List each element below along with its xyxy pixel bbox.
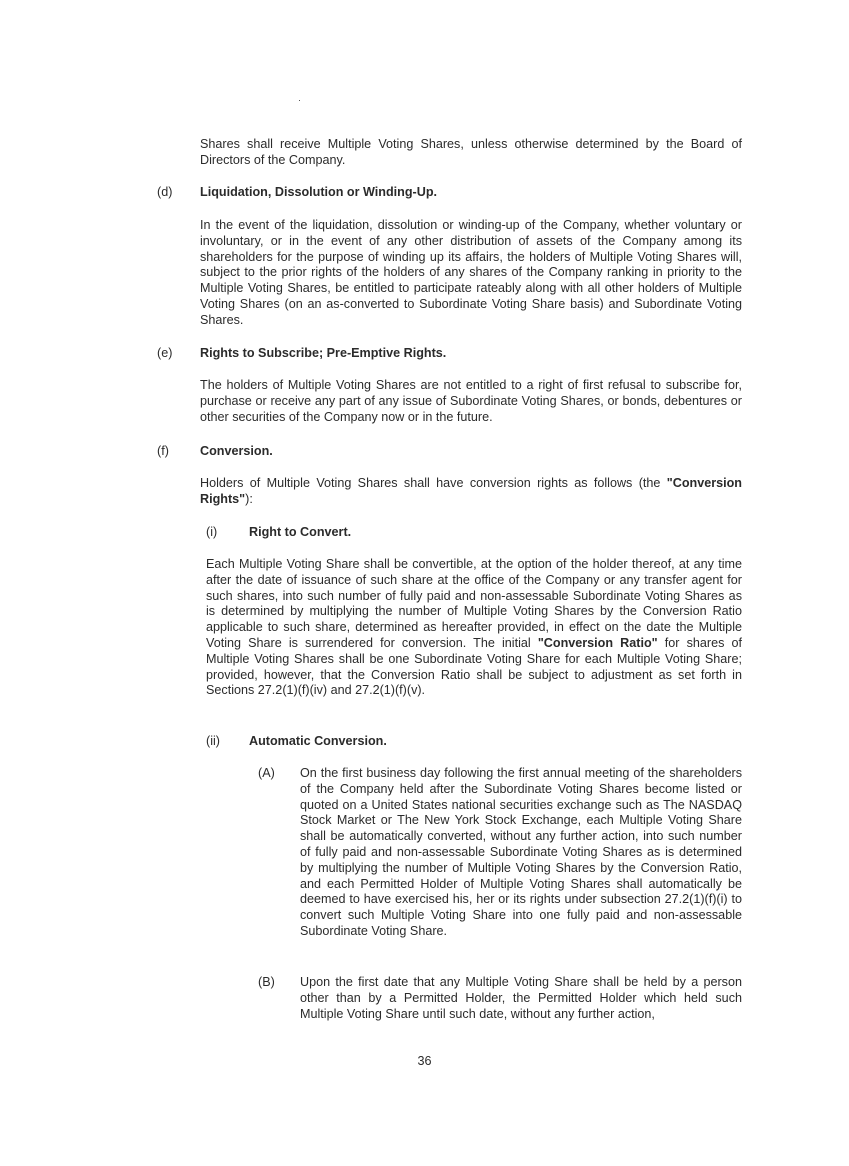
- section-f-body-end: ):: [245, 491, 253, 506]
- subsection-i-number: (i): [206, 525, 218, 539]
- section-d-marker: (d): [157, 185, 173, 199]
- section-f-body-text: Holders of Multiple Voting Shares shall have conversion rights as follows (the: [200, 476, 667, 490]
- section-e-heading: Rights to Subscribe; Pre-Emptive Rights.: [200, 346, 447, 360]
- section-f-body: [200, 476, 742, 508]
- section-e-body: The holders of Multiple Voting Shares are not entitled to a right of first refusal to subscribe for, purchase or receive any part of any issue of Subordinate Voting Shares, or bonds, debentures or other securities of the Company now or in the future.: [200, 378, 742, 424]
- subsection-i-title: Right to Convert.: [249, 525, 352, 539]
- subsection-i-heading: [206, 525, 351, 541]
- subsection-i-body-text: Each Multiple Voting Share shall be convertible, at the option of the holder thereof, at any time after the date of issuance of such share at the office of the Company or any transfer agent for such shares, into such number of fully paid and non-assessable Subordinate Voting Shares as is determined by multiplying the number of Multiple Voting Shares by the Conversion Ratio applicable to such share, determined as hereafter provided, in effect on the date the Multiple Voting Share is surrendered for conversion. The initial: [206, 557, 742, 650]
- conversion-ratio-term: "Conversion Ratio": [537, 635, 658, 650]
- conversion-rights-term: "Conversion Rights": [200, 476, 742, 506]
- section-e-marker: (e): [157, 346, 173, 360]
- clause-b-marker: (B): [258, 975, 275, 989]
- section-d-body: In the event of the liquidation, dissolution or winding-up of the Company, whether voluntary or involuntary, or in the event of any other distribution of assets of the Company among its shareholders for the purpose of winding up its affairs, the holders of Multiple Voting Shares will, subject to the prior rights of the holders of any shares of the Company ranking in priority to the Multiple Voting Shares, be entitled to participate rateably along with all other holders of Multiple Voting Shares (on an as-converted to Subordinate Voting Share basis) and Subordinate Voting Shares.: [200, 218, 742, 327]
- subsection-ii-number: (ii): [206, 734, 220, 748]
- section-f-heading: Conversion.: [200, 444, 273, 458]
- subsection-ii-title: Automatic Conversion.: [249, 734, 387, 748]
- section-f-marker: (f): [157, 444, 169, 458]
- clause-b-body: Upon the first date that any Multiple Voting Share shall be held by a person other than by a Permitted Holder, the Permitted Holder which held such Multiple Voting Share until such date, without any further action,: [300, 975, 742, 1021]
- clause-a-marker: (A): [258, 766, 275, 780]
- stray-mark: [299, 100, 300, 101]
- clause-a-body: On the first business day following the first annual meeting of the shareholders of the Company held after the Subordinate Voting Shares become listed or quoted on a United States national securities exchange such as The NASDAQ Stock Market or The New York Stock Exchange, each Multiple Voting Share shall be automatically converted, without any further action, into such number of fully paid and non-assessable Subordinate Voting Shares as is determined by multiplying the number of Multiple Voting Shares by the Conversion Ratio, and each Permitted Holder of Multiple Voting Shares shall automatically be deemed to have exercised his, her or its rights under subsection 27.2(1)(f)(i) to convert such Multiple Voting Share into one fully paid and non-assessable Subordinate Voting Share.: [300, 766, 742, 938]
- section-d-heading: Liquidation, Dissolution or Winding-Up.: [200, 185, 438, 199]
- subsection-ii-heading: [206, 734, 387, 750]
- subsection-i-body-end: for shares of Multiple Voting Shares shall be one Subordinate Voting Share for each Multiple Voting Share; provided, however, that the Conversion Ratio shall be subject to adjustment as set forth in Sections 27.2(1)(f)(iv) and 27.2(1)(f)(v).: [206, 635, 742, 698]
- page-number: 36: [417, 1054, 432, 1068]
- intro-paragraph: Shares shall receive Multiple Voting Shares, unless otherwise determined by the Board of Directors of the Company.: [200, 137, 742, 167]
- subsection-i-body: [206, 557, 742, 699]
